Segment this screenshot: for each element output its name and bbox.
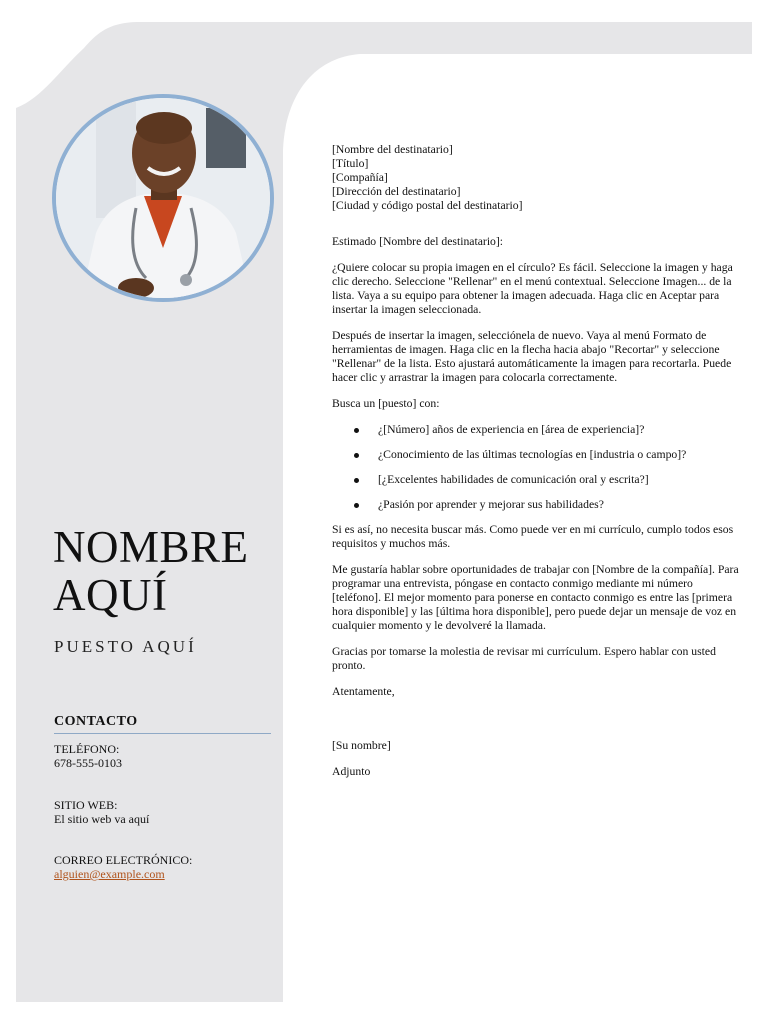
recipient-name: [Nombre del destinatario]: [332, 143, 453, 156]
list-item: [332, 498, 742, 512]
name-line-1: NOMBRE: [53, 522, 249, 572]
qualification-list: [332, 423, 742, 512]
website-label: SITIO WEB:: [54, 798, 118, 812]
paragraph-5: Gracias por tomarse la molestia de revisar mi currículum. Espero hablar con usted pronto.: [332, 645, 716, 672]
recipient-company: [Compañía]: [332, 171, 388, 184]
list-item-text: ¿[Número] años de experiencia en [área de experiencia]?: [378, 423, 645, 436]
paragraph-4: Me gustaría hablar sobre oportunidades de trabajar con [Nombre de la compañía]. Para programar una entrevista, póngase en contacto conmigo mediante mi número [teléfono]. El mejor momento para ponerse en contacto conmigo es entre las [primera hora disponible] y las [última hora disponible], pero puede dejar un mensaje de voz en cualquier momento y le devolveré la llamada.: [332, 563, 739, 632]
recipient-address: [332, 143, 742, 213]
paragraph-1: ¿Quiere colocar su propia imagen en el círculo? Es fácil. Seleccione la imagen y haga clic derecho. Seleccione "Rellenar" en el menú contextual. Seleccione Imagen... de la lista. Vaya a su equipo para obtener la imagen adecuada. Haga clic en Aceptar para insertar la imagen seleccionada.: [332, 261, 733, 316]
email-contact: [54, 853, 192, 881]
job-title: PUESTO AQUÍ: [54, 637, 197, 656]
phone-label: TELÉFONO:: [54, 742, 120, 756]
phone-contact: [54, 742, 122, 770]
enclosure-note: Adjunto: [332, 765, 371, 778]
website-value: El sitio web va aquí: [54, 812, 150, 826]
phone-value: 678-555-0103: [54, 756, 122, 770]
cover-letter-body: [332, 143, 742, 779]
email-link[interactable]: alguien@example.com: [54, 867, 165, 881]
bullet-icon: [354, 503, 359, 508]
signature-name: [Su nombre]: [332, 739, 391, 752]
bullet-icon: [354, 478, 359, 483]
recipient-street: [Dirección del destinatario]: [332, 185, 461, 198]
paragraph-2: Después de insertar la imagen, selecciónela de nuevo. Vaya al menú Formato de herramientas de imagen. Haga clic en la flecha hacia abajo "Recortar" y seleccione "Rellenar" de la lista. Esto ajustará automáticamente la imagen para recortarla. Puede hacer clic y arrastrar la imagen para colocarla correctamente.: [332, 329, 732, 384]
paragraph-3: Si es así, no necesita buscar más. Como puede ver en mi currículo, cumplo todos esos requisitos y muchos más.: [332, 523, 734, 550]
bullet-icon: [354, 428, 359, 433]
list-item: [332, 423, 742, 437]
contact-divider: [54, 733, 271, 734]
bullet-icon: [354, 453, 359, 458]
list-item-text: ¿Pasión por aprender y mejorar sus habilidades?: [378, 498, 604, 511]
candidate-name: [53, 523, 283, 619]
profile-photo[interactable]: [52, 94, 274, 302]
list-item-text: [¿Excelentes habilidades de comunicación oral y escrita?]: [378, 473, 649, 486]
contact-heading: CONTACTO: [54, 714, 138, 729]
closing: Atentamente,: [332, 685, 395, 698]
website-contact: [54, 798, 149, 826]
list-intro: Busca un [puesto] con:: [332, 397, 440, 410]
list-item-text: ¿Conocimiento de las últimas tecnologías en [industria o campo]?: [378, 448, 687, 461]
greeting: Estimado [Nombre del destinatario]:: [332, 235, 504, 248]
list-item: [332, 473, 742, 487]
recipient-title: [Título]: [332, 157, 369, 170]
name-line-2: AQUÍ: [53, 570, 168, 620]
email-label: CORREO ELECTRÓNICO:: [54, 853, 193, 867]
doctor-portrait-image: [56, 98, 270, 298]
recipient-city: [Ciudad y código postal del destinatario]: [332, 199, 523, 212]
list-item: [332, 448, 742, 462]
